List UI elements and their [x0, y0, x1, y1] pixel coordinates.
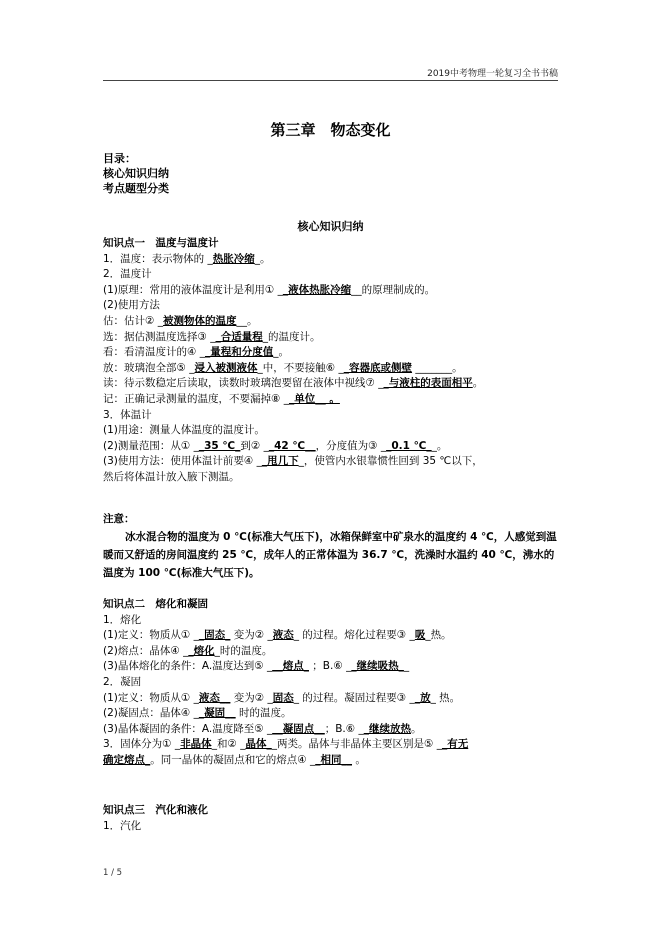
knowledge-point-2	[103, 597, 563, 769]
answer-blank: 确定熔点_	[103, 753, 151, 766]
line-text: 2．凝固	[103, 675, 142, 688]
line-text: _热。	[425, 629, 452, 642]
line-text: _和② _	[211, 738, 246, 751]
answer-blank: _有无	[441, 738, 469, 751]
answer-blank: _合适量程	[215, 330, 263, 343]
line-text: 1．熔化	[103, 613, 142, 626]
chapter-title: 第三章 物态变化	[270, 121, 391, 139]
answer-blank: _液体热胀冷缩	[282, 283, 352, 296]
answer-blank: _凝固__	[198, 707, 236, 720]
toc-item[interactable]: 核心知识归纳	[103, 167, 169, 180]
text-line	[103, 644, 563, 660]
text-line	[103, 628, 563, 644]
line-text: (1)用途：测量人体温度的温度计。	[103, 424, 265, 437]
answer-blank: _容器底或侧壁	[343, 361, 413, 374]
answer-blank: 液态__	[198, 691, 231, 704]
line-text: (3)晶体熔化的条件：A.温度达到⑤ _	[103, 660, 273, 673]
text-line	[103, 454, 563, 470]
text-line	[103, 706, 563, 722]
knowledge-point-3	[103, 803, 563, 834]
text-line	[103, 283, 563, 299]
answer-blank: _量程和分度值	[205, 346, 274, 359]
line-text: (1)原理：常用的液体温度计是利用① _	[103, 283, 283, 296]
text-line	[103, 691, 563, 707]
answer-blank: 非晶体	[180, 738, 212, 751]
line-text: _的温度计。	[262, 330, 321, 343]
text-line	[103, 737, 563, 753]
text-line	[103, 330, 563, 346]
answer-blank: 热胀冷缩	[212, 252, 255, 265]
line-text: 1．汽化	[103, 819, 142, 832]
line-text: _时的温度。	[214, 644, 273, 657]
answer-blank: 固态	[272, 691, 294, 704]
answer-blank: _42 ℃__	[268, 439, 316, 452]
note-text: 冰水混合物的温度为 0 ℃(标准大气压下)，冰箱保鲜室中矿泉水的温度约 4 ℃，人感觉到温暖而又舒适的房间温度约 25 ℃，成年人的正常体温为 36.7 ℃，洗澡时水温约 40 ℃，沸水的温度为 100 ℃(标准大气压下)。	[103, 530, 557, 579]
line-text: 到② _	[240, 439, 269, 452]
line-text: __。	[236, 314, 258, 327]
text-line	[103, 722, 563, 738]
line-text: _______。	[412, 361, 463, 374]
answer-blank: _单位__ 。	[289, 392, 340, 405]
knowledge-point-heading: 知识点一 温度与温度计	[103, 237, 219, 249]
answer-blank: __熔点_	[272, 660, 309, 673]
text-line	[103, 423, 563, 439]
knowledge-point-1	[103, 236, 563, 486]
text-line	[103, 439, 563, 455]
answer-blank: _熔化	[188, 644, 215, 657]
line-text: _。	[431, 439, 448, 452]
text-line	[103, 392, 563, 408]
answer-blank: _0.1 ℃_	[386, 439, 432, 452]
line-text: 时的温度。	[235, 707, 292, 720]
line-text: (1)定义：物质从① _	[103, 629, 199, 642]
text-line	[103, 252, 563, 268]
answer-blank: 晶体_	[245, 738, 272, 751]
line-text: ，分度值为③ _	[315, 439, 387, 452]
line-text: (2)凝固点：晶体④ _	[103, 707, 199, 720]
line-text: __的原理制成的。	[351, 283, 436, 296]
line-text: _ 的过程。熔化过程要③ _	[293, 629, 415, 642]
answer-blank: _继续吸热_	[351, 660, 404, 673]
line-text: (2)测量范围：从① _	[103, 439, 199, 452]
line-text: _，使管内水银靠惯性回到 35 ℃以下，	[298, 455, 483, 468]
line-text: 选：据估测温度选择③ _	[103, 330, 216, 343]
line-text: (1)定义：物质从① _	[103, 691, 199, 704]
text-line	[103, 753, 563, 769]
header-rule	[103, 80, 558, 81]
answer-blank: _甩几下	[261, 455, 299, 468]
line-text: _两类。晶体与非晶体主要区别是⑤ _	[271, 738, 442, 751]
section-title: 核心知识归纳	[297, 220, 364, 233]
line-text: 。同一晶体的凝固点和它的熔点④ _	[150, 753, 316, 766]
text-line	[103, 470, 563, 486]
line-text: (3)晶体凝固的条件：A.温度降至⑤ _	[103, 722, 273, 735]
answer-blank: 吸	[414, 629, 426, 642]
text-line	[103, 613, 563, 629]
note-block	[103, 512, 563, 582]
text-line	[103, 659, 563, 675]
line-text: 变为② _	[230, 691, 273, 704]
text-line	[103, 819, 563, 835]
text-line	[103, 408, 563, 424]
text-line	[103, 314, 563, 330]
line-text: 3．固体分为① _	[103, 738, 181, 751]
line-text: 变为② _	[230, 629, 273, 642]
line-text: (2)熔点：晶体④ _	[103, 644, 189, 657]
line-text: _。	[254, 252, 271, 265]
line-text: 。	[411, 722, 422, 735]
line-text: _ 的过程。凝固过程要③ _	[293, 691, 415, 704]
answer-blank: _相同__	[315, 753, 353, 766]
line-text: _ 热。	[430, 691, 461, 704]
knowledge-point-heading: 知识点二 熔化和凝固	[103, 598, 208, 610]
line-text: _。	[273, 346, 290, 359]
knowledge-point-heading: 知识点三 汽化和液化	[103, 804, 208, 816]
text-line	[103, 345, 563, 361]
line-text: ；B.⑥ _	[324, 722, 364, 735]
answer-blank: 液态	[272, 629, 294, 642]
line-text: (2)使用方法	[103, 299, 160, 312]
line-text: 2．温度计	[103, 268, 152, 281]
line-text: 。	[472, 377, 484, 390]
line-text: 然后将体温计放入腋下测温。	[103, 470, 240, 483]
line-text: 估：估计② _	[103, 314, 164, 327]
text-line	[103, 267, 563, 283]
answer-blank: _35 ℃_	[198, 439, 241, 452]
answer-blank: _与液柱的表面相平	[383, 377, 473, 390]
line-text: 放：玻璃泡全部⑤ _	[103, 361, 195, 374]
answer-blank: _放	[414, 691, 431, 704]
answer-blank: _固态_	[198, 629, 231, 642]
answer-blank: 浸入被测液体	[194, 361, 258, 374]
toc-item[interactable]: 考点题型分类	[103, 182, 169, 195]
line-text: ；B.⑥ _	[308, 660, 352, 673]
text-line	[103, 675, 563, 691]
answer-blank: __凝固点__	[272, 722, 325, 735]
line-text: 读：待示数稳定后读取，读数时玻璃泡要留在液体中视线⑦ _	[103, 377, 384, 390]
text-line	[103, 361, 563, 377]
text-line	[103, 376, 563, 392]
line-text: 1．温度：表示物体的 _	[103, 252, 213, 265]
text-line	[103, 298, 563, 314]
note-label: 注意：	[103, 513, 135, 525]
answer-blank: _继续放热	[363, 722, 412, 735]
line-text: 看：看清温度计的④ _	[103, 346, 206, 359]
table-of-contents	[103, 151, 169, 196]
line-text: 记：正确记录测量的温度，不要漏掉⑧ _	[103, 392, 289, 405]
page-number: 1 / 5	[103, 868, 123, 878]
line-text: _	[403, 660, 410, 673]
line-text: 。	[352, 753, 366, 766]
toc-label: 目录：	[103, 152, 136, 165]
line-text: _中，不要接触⑥ _	[257, 361, 344, 374]
line-text: 3．体温计	[103, 408, 152, 421]
line-text: (3)使用方法：使用体温计前要④ _	[103, 455, 262, 468]
answer-blank: 被测物体的温度	[163, 314, 237, 327]
page-header: 2019中考物理一轮复习全书书稿	[427, 69, 558, 79]
